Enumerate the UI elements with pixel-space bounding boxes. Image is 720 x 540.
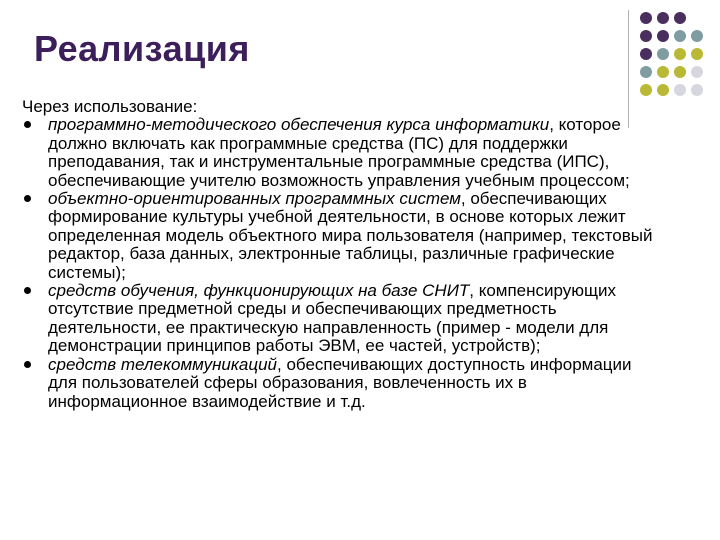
dot xyxy=(691,30,703,42)
dot xyxy=(657,12,669,24)
bullet-list xyxy=(22,116,662,411)
slide-body xyxy=(22,98,662,411)
bullet-icon xyxy=(24,361,31,368)
dot xyxy=(640,66,652,78)
item-emphasis: средств обучения, функционирующих на базе СНИТ xyxy=(48,281,470,301)
bullet-icon xyxy=(24,121,31,128)
dot xyxy=(657,48,669,60)
dot xyxy=(691,66,703,78)
item-text: , обеспечивающих доступность информации для пользователей сферы образования, вовлеченность их в информационное взаимодействие и т.д. xyxy=(48,354,632,411)
item-text: , компенсирующих отсутствие предметной среды и обеспечивающих предметность деятельности, ее практическую направленность (пример - модели для демонстрации принципов работы ЭВМ, ее частей, устройств); xyxy=(48,281,617,356)
dot xyxy=(657,30,669,42)
dot xyxy=(674,84,686,96)
slide-title: Реализация xyxy=(34,28,250,69)
intro-text: Через использование: xyxy=(22,97,198,116)
dot xyxy=(674,12,686,24)
item-emphasis: объектно-ориентированных программных систем xyxy=(48,189,461,209)
item-text: , обеспечивающих формирование культуры учебной деятельности, в основе которых лежит определенная модель объектного мира пользователя (например, текстовый редактор, база данных, электронные таблицы, различные графические системы); xyxy=(48,189,653,282)
dot xyxy=(657,66,669,78)
dot xyxy=(674,66,686,78)
list-item xyxy=(22,282,662,356)
decorative-dot-grid xyxy=(640,10,720,110)
list-item xyxy=(22,190,662,282)
dot xyxy=(640,48,652,60)
dot xyxy=(640,12,652,24)
dot xyxy=(674,48,686,60)
dot xyxy=(691,48,703,60)
dot xyxy=(674,30,686,42)
item-text: , которое должно включать как программные средства (ПС) для поддержки преподавания, так и инструментальные программные средства (ИПС), обеспечивающие учителю возможность управления учебным процессом; xyxy=(48,115,630,190)
item-emphasis: программно-методического обеспечения курса информатики xyxy=(48,115,550,135)
list-item xyxy=(22,356,662,411)
dot xyxy=(691,84,703,96)
dot xyxy=(640,30,652,42)
item-emphasis: средств телекоммуникаций xyxy=(48,354,277,374)
dot xyxy=(657,84,669,96)
dot xyxy=(640,84,652,96)
list-item xyxy=(22,116,662,190)
bullet-icon xyxy=(24,195,31,202)
bullet-icon xyxy=(24,287,31,294)
